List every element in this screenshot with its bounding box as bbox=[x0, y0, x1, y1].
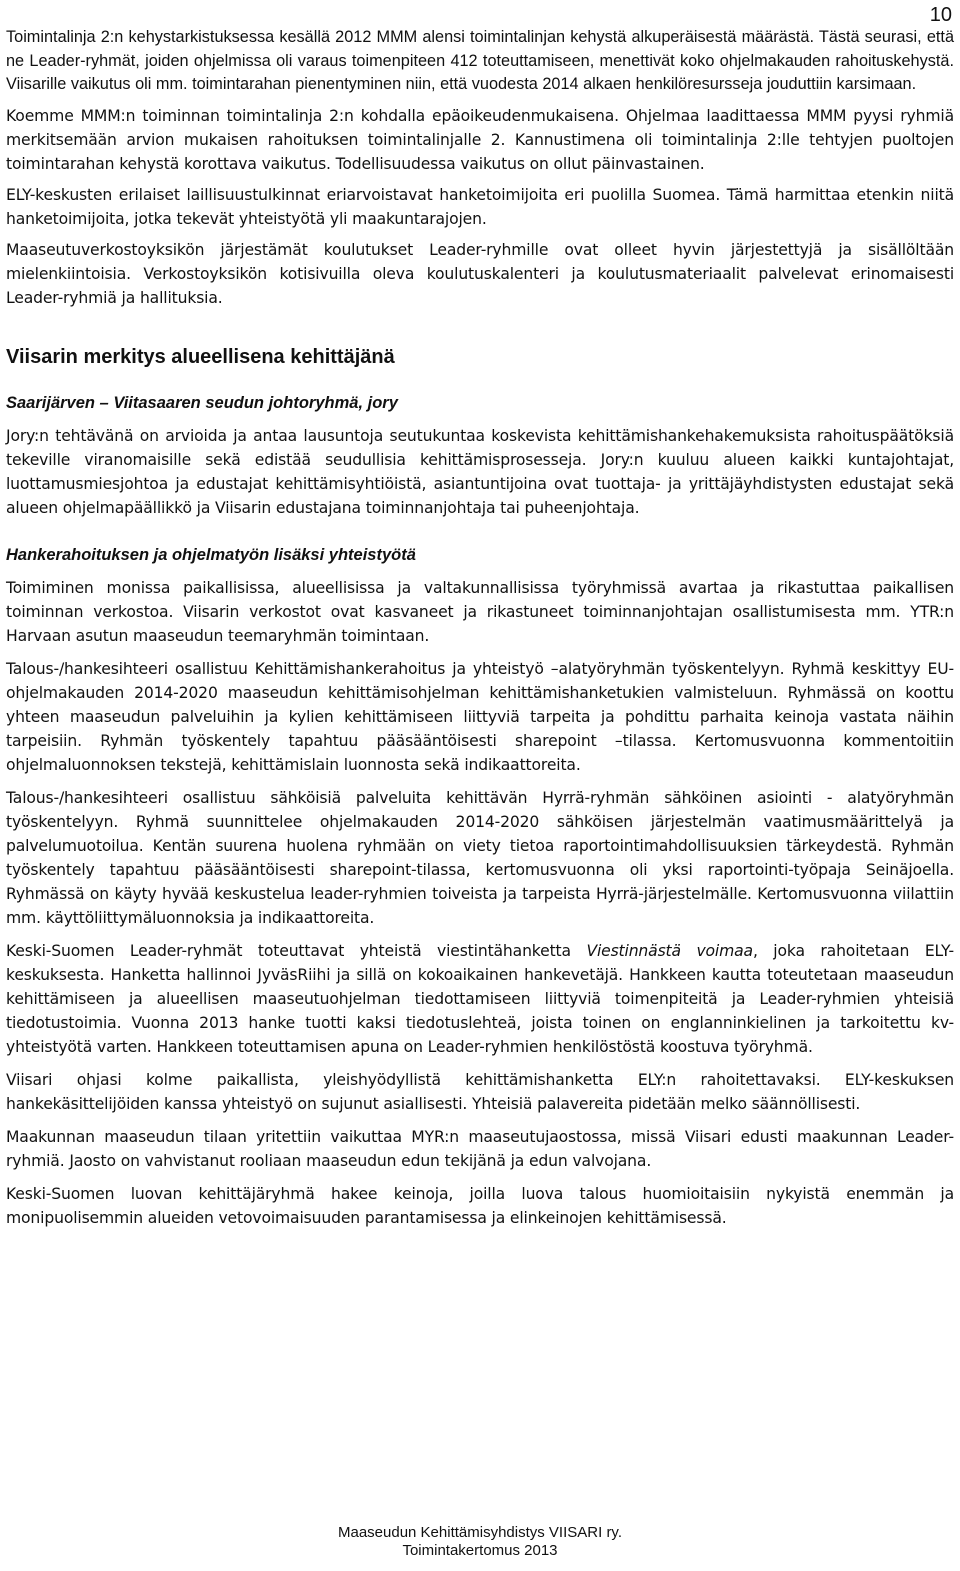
intro-paragraph-3: ELY-keskusten erilaiset laillisuustulkinnat eriarvoistavat hanketoimijoita eri puolilla Suomea. Tämä harmittaa etenkin niitä hanketoimijoita, jotka tekevät yhteistyötä yli maakuntarajojen. bbox=[6, 185, 954, 228]
p4-text-end: , joka rahoitetaan ELY-keskuksesta. Hanketta hallinnoi JyväsRiihi ja sillä on kokoaikainen hankevetäjä. Hankkeen kautta toteutetaan maaseudun kehittämiseen ja alueellisen maaseutuohjelman tiedottamiseen liittyviä toimenpiteitä ja Leader-ryhmien yhteisiä tiedotustoimia. Vuonna 2013 hanke tuotti kaksi tiedotuslehteä, joista toinen on englanninkielinen ja tarkoitettu kv-yhteistyötä varten. Hankkeen toteuttamisen apuna on Leader-ryhmien henkilöstöstä koostuva työryhmä. bbox=[6, 941, 954, 1056]
jory-paragraph: Jory:n tehtävänä on arvioida ja antaa lausuntoja seutukuntaa koskevista kehittämishankehakemuksista rahoituspäätöksiä tekeville viranomaisille sekä edistää seudullisia kehittämisprosesseja. Jory:n kuuluu alueen kaikki kuntajohtajat, luottamusmiesjohtoa ja edustajat kehittämisyhtiöistä, asiantuntijoina ovat tuottaja- ja yrittäjäyhdistysten edustajat sekä alueen ohjelmapäällikkö ja Viisarin edustajana toiminnanjohtaja tai puheenjohtaja. bbox=[6, 426, 954, 517]
cooperation-paragraph-2: Talous-/hankesihteeri osallistuu Kehittämishankerahoitus ja yhteistyö –alatyöryhmän työskentelyyn. Ryhmä keskittyy EU-ohjelmakauden 2014-2020 maaseudun kehittämisohjelman kehittämishanketukien valmisteluun. Ryhmässä on koottu yhteen maaseudun palveluihin ja kylien kehittämiseen liittyviä tarpeita ja pohdittu parhaita keinoja vastata näihin tarpeisiin. Ryhmän työskentely tapahtuu pääsääntöisesti sharepoint –tilassa. Kertomusvuonna kommentoitiin ohjelmaluonnoksen tekstejä, kehittämislain luonnosta sekä indikaattoreita. bbox=[6, 659, 954, 774]
cooperation-paragraph-1: Toimiminen monissa paikallisissa, alueellisissa ja valtakunnallisissa työryhmissä avartaa ja rikastuttaa paikallisen toiminnan verkostoa. Viisarin verkostot ovat kasvaneet ja rikastuneet toiminnanjohtajan osallistumisesta mm. YTR:n Harvaan asutun maaseudun teemaryhmän toimintaan. bbox=[6, 578, 954, 645]
footer-organization: Maaseudun Kehittämisyhdistys VIISARI ry. bbox=[337, 1524, 622, 1541]
page-footer bbox=[0, 1524, 960, 1560]
cooperation-paragraph-7: Keski-Suomen luovan kehittäjäryhmä hakee keinoja, joilla luova talous huomioitaisiin nykyistä enemmän ja monipuolisemmin alueiden vetovoimaisuuden parantamisessa ja elinkeinojen kehittämisessä. bbox=[6, 1184, 954, 1227]
p4-text-start: Keski-Suomen Leader-ryhmät toteuttavat yhteistä viestintähanketta bbox=[6, 941, 587, 960]
footer-report-title: Toimintakertomus 2013 bbox=[402, 1542, 558, 1559]
subsection-title-jory: Saarijärven – Viitasaaren seudun johtoryhmä, jory bbox=[6, 393, 398, 412]
project-name-italic: Viestinnästä voimaa bbox=[586, 941, 753, 960]
cooperation-paragraph-3: Talous-/hankesihteeri osallistuu sähköisiä palveluita kehittävän Hyrrä-ryhmän sähköinen asiointi - alatyöryhmän työskentelyyn. Ryhmä suunnittelee ohjelmakauden 2014-2020 sähköisen järjestelmän vaatimusmäärittelyä ja palvelumuotoilua. Kentän suurena huolena ryhmään on viety tietoa raportointimahdollisuuksien tärkeydestä. Ryhmän työskentely tapahtuu pääsääntöisesti sharepoint-tilassa, kertomusvuonna oli yksi raportointi-työpaja Seinäjoella. Ryhmässä on käyty hyvää keskustelua leader-ryhmien toiveista ja tarpeista Hyrrä-järjestelmälle. Kertomusvuonna viilattiin mm. käyttöliittymäluonnoksia ja indikaattoreita. bbox=[6, 788, 954, 927]
intro-paragraph-1: Toimintalinja 2:n kehystarkistuksessa kesällä 2012 MMM alensi toimintalinjan kehystä alkuperäisestä määrästä. Tästä seurasi, että ne Leader-ryhmät, joiden ohjelmissa oli varaus toimenpiteen 412 toteuttamiseen, menettivät koko ohjelmakauden rahoituskehystä. Viisarille vaikutus oli mm. toimintarahan pienentyminen niin, että vuodesta 2014 alkaen henkilöresursseja jouduttiin karsimaan. bbox=[6, 28, 954, 94]
intro-paragraph-4: Maaseutuverkostoyksikön järjestämät koulutukset Leader-ryhmille ovat olleet hyvin järjestettyjä ja sisällöltään mielenkiintoisia. Verkostoyksikön kotisivuilla oleva koulutuskalenteri ja koulutusmateriaalit palvelevat erinomaisesti Leader-ryhmiä ja hallituksia. bbox=[6, 240, 954, 307]
page-number: 10 bbox=[929, 4, 952, 26]
cooperation-paragraph-6: Maakunnan maaseudun tilaan yritettiin vaikuttaa MYR:n maaseutujaostossa, missä Viisari edusti maakunnan Leader-ryhmiä. Jaosto on vahvistanut rooliaan maaseudun edun tekijänä ja edun valvojana. bbox=[6, 1127, 954, 1170]
cooperation-paragraph-5: Viisari ohjasi kolme paikallista, yleishyödyllistä kehittämishanketta ELY:n rahoitettavaksi. ELY-keskuksen hankekäsittelijöiden kanssa yhteistyö on sujunut asiallisesti. Yhteisiä palavereita pidetään melko säännöllisesti. bbox=[6, 1070, 954, 1113]
subsection-title-cooperation: Hankerahoituksen ja ohjelmatyön lisäksi yhteistyötä bbox=[6, 545, 416, 564]
cooperation-paragraph-4 bbox=[6, 939, 954, 1059]
page-content bbox=[6, 26, 954, 1230]
section-title: Viisarin merkitys alueellisena kehittäjänä bbox=[6, 345, 395, 368]
intro-paragraph-2: Koemme MMM:n toiminnan toimintalinja 2:n kohdalla epäoikeudenmukaisena. Ohjelmaa laadittaessa MMM pyysi ryhmiä merkitsemään arvion mukaisen rahoituksen toimintalinjalle 2. Kannustimena oli toimintalinja 2:lle tehtyjen puoltojen toimintarahan kehystä korottava vaikutus. Todellisuudessa vaikutus on ollut päinvastainen. bbox=[6, 106, 954, 173]
